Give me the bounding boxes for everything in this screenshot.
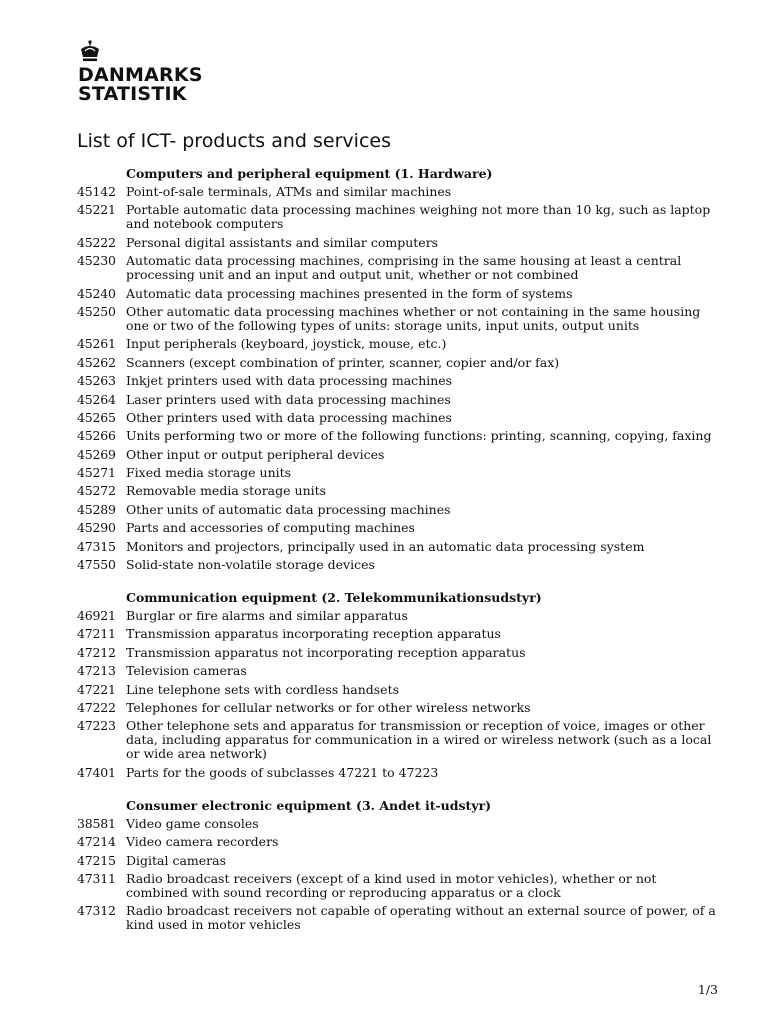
item-code: 47223	[77, 718, 116, 734]
list-item	[77, 701, 717, 715]
item-description: Other printers used with data processing machines	[126, 409, 452, 425]
list-item	[77, 466, 717, 480]
list-item	[77, 484, 717, 498]
item-description: Automatic data processing machines, comprising in the same housing at least a central processing unit and an input and output unit, whether or not combined	[126, 253, 682, 283]
item-description: Personal digital assistants and similar computers	[126, 234, 439, 250]
item-description: Units performing two or more of the following functions: printing, scanning, copying, faxing	[126, 428, 712, 444]
list-item	[77, 393, 717, 407]
item-code: 47312	[77, 903, 116, 919]
item-description: Automatic data processing machines presented in the form of systems	[126, 285, 573, 301]
item-description: Removable media storage units	[126, 483, 327, 499]
list-item	[77, 817, 717, 831]
item-description: Point-of-sale terminals, ATMs and similar machines	[126, 184, 452, 199]
item-code: 47221	[77, 681, 116, 697]
section-heading: Computers and peripheral equipment (1. Hardware)	[126, 166, 493, 181]
item-code: 45265	[77, 409, 116, 425]
section-heading: Consumer electronic equipment (3. Andet it-udstyr)	[126, 797, 492, 813]
item-description: Portable automatic data processing machines weighing not more than 10 kg, such as laptop and notebook computers	[126, 202, 711, 232]
list-item	[77, 411, 717, 425]
list-item	[77, 558, 717, 572]
page-number: 1/3	[697, 982, 718, 997]
item-description: Other automatic data processing machines whether or not containing in the same housing one or two of the following types of units: storage units, input units, output units	[126, 303, 701, 333]
list-item	[77, 429, 717, 443]
list-item	[77, 719, 717, 761]
item-description: Other input or output peripheral devices	[126, 446, 385, 462]
item-description: Fixed media storage units	[126, 465, 292, 481]
list-item	[77, 254, 717, 282]
list-item	[77, 609, 717, 623]
item-code: 45261	[77, 336, 116, 352]
item-code: 47311	[77, 870, 116, 886]
item-description: Line telephone sets with cordless handsets	[126, 681, 400, 697]
list-item	[77, 521, 717, 535]
item-code: 45269	[77, 446, 116, 462]
item-code: 47315	[77, 538, 116, 554]
logo	[78, 40, 203, 104]
item-description: Telephones for cellular networks or for other wireless networks	[126, 699, 531, 715]
list-item	[77, 904, 717, 932]
list-item	[77, 203, 717, 231]
item-code: 47222	[77, 699, 116, 715]
item-description: Other telephone sets and apparatus for transmission or reception of voice, images or other data, including apparatus for communication in a wired or wireless network (such as a local or wide area network)	[126, 718, 712, 762]
item-code: 45222	[77, 234, 116, 250]
item-code: 45266	[77, 428, 116, 444]
item-code: 45272	[77, 483, 116, 499]
item-description: Radio broadcast receivers not capable of operating without an external source of power, of a kind used in motor vehicles	[126, 903, 716, 933]
page-title: List of ICT- products and services	[77, 130, 391, 152]
section	[77, 166, 717, 572]
item-description: Digital cameras	[126, 852, 227, 868]
section	[77, 798, 717, 933]
list-item	[77, 185, 717, 199]
product-list	[77, 166, 717, 950]
item-code: 47211	[77, 626, 116, 642]
item-code: 45240	[77, 285, 116, 301]
item-description: Radio broadcast receivers (except of a kind used in motor vehicles), whether or not combined with sound recording or reproducing apparatus or a clock	[126, 870, 657, 900]
list-item	[77, 305, 717, 333]
item-code: 45263	[77, 373, 116, 389]
list-item	[77, 627, 717, 641]
item-code: 45290	[77, 520, 116, 536]
item-description: Transmission apparatus not incorporating reception apparatus	[126, 644, 526, 660]
section-heading: Communication equipment (2. Telekommunikationsudstyr)	[126, 590, 542, 606]
item-code: 47401	[77, 764, 116, 780]
item-code: 45221	[77, 202, 116, 218]
item-code: 47213	[77, 663, 116, 679]
item-description: Laser printers used with data processing machines	[126, 391, 451, 407]
list-item	[77, 854, 717, 868]
item-description: Television cameras	[126, 663, 247, 679]
logo-line-2: STATISTIK	[78, 83, 187, 105]
item-description: Burglar or fire alarms and similar apparatus	[126, 608, 408, 624]
item-code: 45230	[77, 253, 116, 269]
list-item	[77, 448, 717, 462]
item-code: 45262	[77, 354, 116, 370]
item-description: Input peripherals (keyboard, joystick, mouse, etc.)	[126, 336, 447, 352]
item-description: Parts for the goods of subclasses 47221 to 47223	[126, 764, 439, 780]
list-item	[77, 503, 717, 517]
item-code: 47212	[77, 644, 116, 660]
item-description: Video camera recorders	[126, 834, 279, 850]
item-code: 45289	[77, 501, 116, 517]
logo-line-1: DANMARKS	[78, 64, 203, 86]
item-code: 45250	[77, 303, 116, 319]
list-item	[77, 872, 717, 900]
item-description: Monitors and projectors, principally used in an automatic data processing system	[126, 538, 645, 554]
item-code: 45271	[77, 465, 116, 481]
crown-icon	[78, 40, 102, 64]
list-item	[77, 236, 717, 250]
list-item	[77, 337, 717, 351]
item-code: 46921	[77, 608, 116, 624]
section	[77, 590, 717, 780]
item-code: 45264	[77, 391, 116, 407]
item-description: Transmission apparatus incorporating reception apparatus	[126, 626, 501, 642]
item-code: 47214	[77, 834, 116, 850]
list-item	[77, 540, 717, 554]
list-item	[77, 835, 717, 849]
item-description: Video game consoles	[126, 815, 259, 831]
item-description: Inkjet printers used with data processing machines	[126, 373, 453, 389]
item-code: 47550	[77, 557, 116, 573]
list-item	[77, 374, 717, 388]
item-description: Other units of automatic data processing machines	[126, 501, 451, 517]
item-description: Solid-state non-volatile storage devices	[126, 557, 375, 573]
item-description: Scanners (except combination of printer, scanner, copier and/or fax)	[126, 354, 560, 370]
item-code: 38581	[77, 815, 116, 831]
item-description: Parts and accessories of computing machines	[126, 520, 415, 536]
list-item	[77, 664, 717, 678]
item-code: 45142	[77, 184, 116, 199]
item-code: 47215	[77, 852, 116, 868]
list-item	[77, 683, 717, 697]
list-item	[77, 356, 717, 370]
list-item	[77, 287, 717, 301]
list-item	[77, 766, 717, 780]
list-item	[77, 646, 717, 660]
